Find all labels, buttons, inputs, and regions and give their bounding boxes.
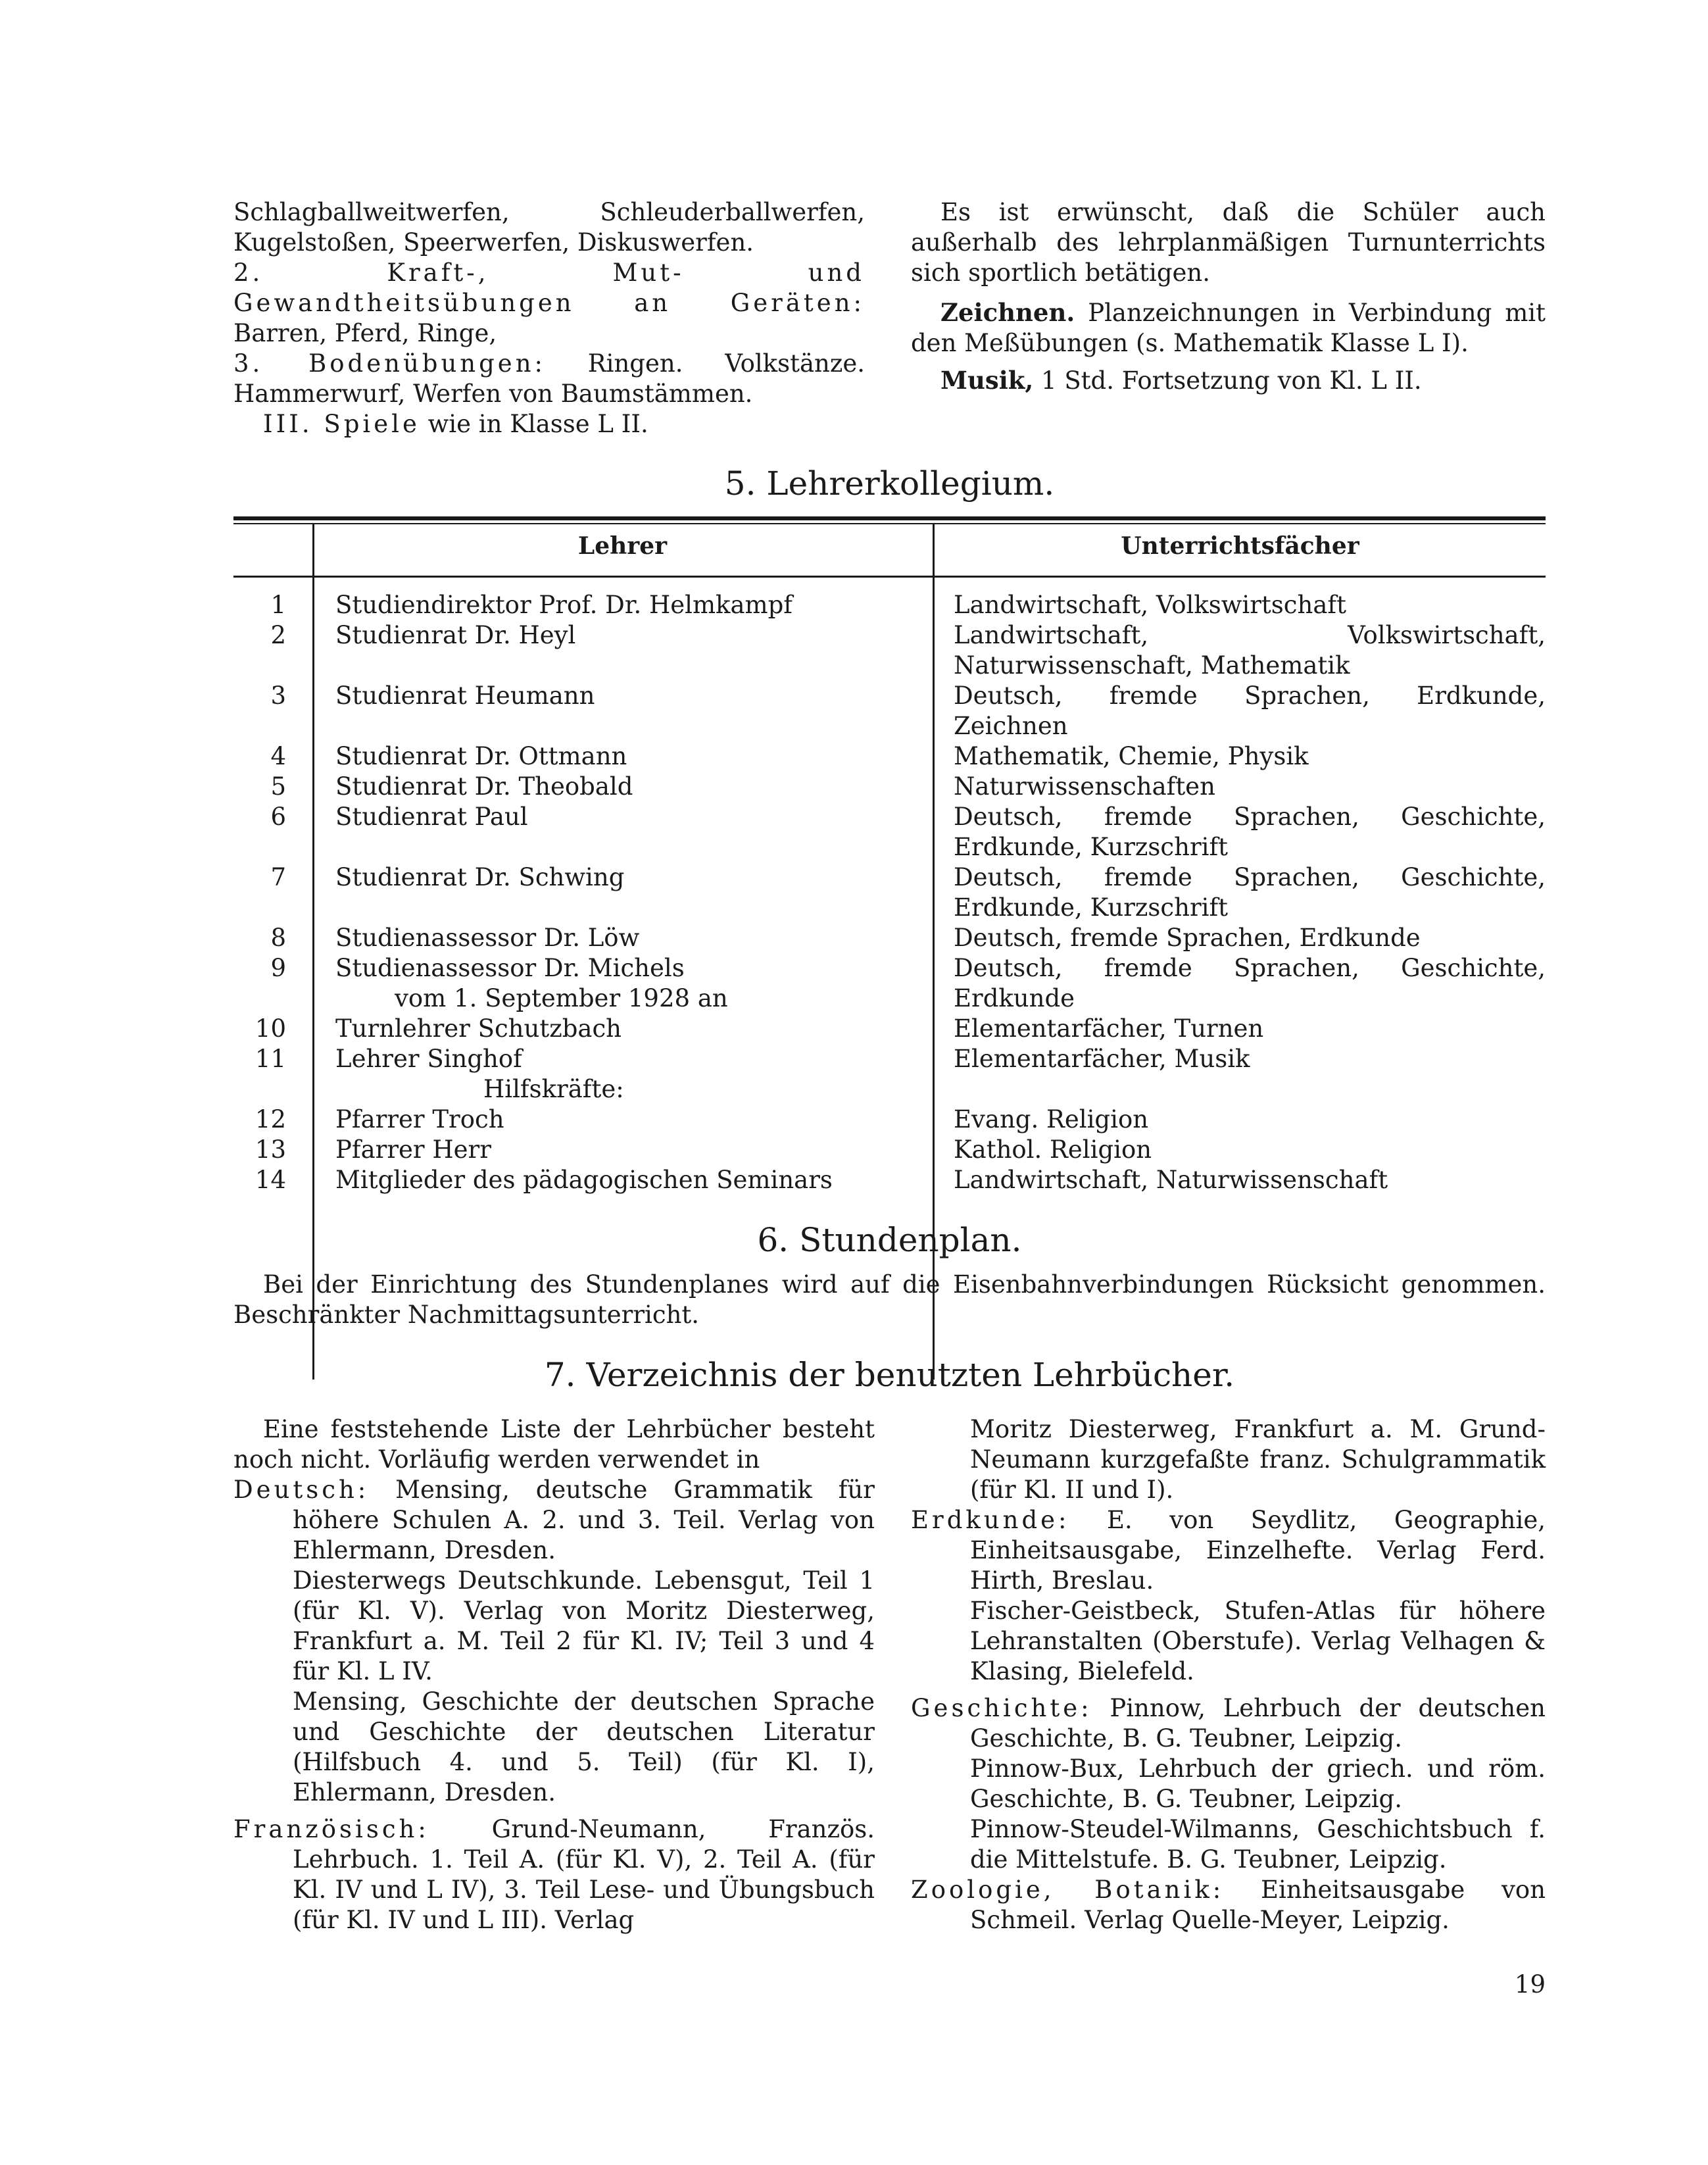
page-number: 19 [1514,1970,1546,1999]
table-top-rule-thin [233,523,1546,524]
franz-entry: Französisch: Grund-Neumann, Französ. Lehrbuch. 1. Teil A. (für Kl. V), 2. Teil A. (für Kl. IV und L IV), 3. Teil Lese- und Übungsbuch (für Kl. IV und L III). Verlag [233,1815,875,1934]
spiele-paragraph: III. Spiele wie in Klasse L II. [263,410,648,438]
zoologie-label: Zoologie, Botanik: [911,1876,1225,1904]
section6-title: 6. Stundenplan. [757,1221,1022,1259]
deutsch-entry-2: Diesterwegs Deutschkunde. Lebensgut, Teil 1 (für Kl. V). Verlag von Moritz Diesterweg, Frankfurt a. M. Teil 2 für Kl. IV; Teil 3 und 4 für Kl. L IV. [293,1566,875,1685]
books-left-column [233,1414,875,1935]
teacher-table: Lehrer Unterrichtsfächer 1 Studiendirektor Prof. Dr. Helmkampf Landwirtschaft, Volkswirtschaft 2 Studienrat Dr. Heyl Landwirtschaft, Volkswirtschaft, Naturwissenschaft, Mathematik 3 Studienrat Heumann Deutsch, fremde Sprachen, Erdkunde, Zeichnen 4 Studienrat Dr. Ottmann Mathematik, Chemie, Physik 5 Studienrat Dr. Theobald Naturwissenschaften 6 Studienrat Paul Deutsch, fremde Sprachen, Geschichte, Erdkunde, Kurzschrift 7 Studienrat Dr. Schwing Deutsch, fremde Sprachen, Geschichte, Erdkunde, Kurzschrift 8 Studienassessor Dr. Löw Deutsch, fremde Sprachen, Erdkunde 9 Studienassessor Dr. Michels Deutsch, fremde Sprachen, Geschichte, Erdkunde vom 1. September 1928 an 10 Turnlehrer Schutzbach Elementarfächer, Turnen 11 Lehrer Singhof Elementarfächer, Musik Hilfskräfte: 12 Pfarrer Troch Evang. Religion 13 Pfarrer Herr Kathol. Religion 14 Mitglieder des pädagogischen Seminars Landwirtschaft, Naturwissenschaft [233,516,1546,1395]
boden-label: 3. Bodenübungen: [233,349,546,378]
zoologie-entry: Zoologie, Botanik: Einheitsausgabe von Schmeil. Verlag Quelle-Meyer, Leipzig. [911,1876,1546,1934]
document-page [233,197,1546,2000]
deutsch-label: Deutsch: [233,1476,370,1504]
geschichte-label: Geschichte: [911,1694,1092,1722]
header-subjects: Unterrichtsfächer [1121,532,1359,560]
zeichnen-label: Zeichnen. [940,298,1075,327]
table-header-rule [233,576,1546,578]
section6-text: Bei der Einrichtung des Stundenplanes wird auf die Eisenbahnverbindungen Rücksicht genommen. Beschränkter Nachmittagsunterricht. [233,1270,1546,1329]
musik-paragraph: Musik, 1 Std. Fortsetzung von Kl. L II. [940,366,1422,395]
zeichnen-paragraph: Zeichnen. Planzeichnungen in Verbindung mit den Meßübungen (s. Mathematik Klasse L I). [911,298,1546,357]
books-right-column [911,1414,1546,1935]
top-right-column [911,197,1546,396]
section7-title: 7. Verzeichnis der benutzten Lehrbücher. [544,1356,1235,1394]
turnen-note: Es ist erwünscht, daß die Schüler auch außerhalb des lehrplanmäßigen Turnunterrichts sich sportlich betätigen. [911,198,1546,287]
geschichte-entry-2: Pinnow-Bux, Lehrbuch der griech. und röm. Geschichte, B. G. Teubner, Leipzig. [970,1754,1546,1813]
geschichte-entry: Geschichte: Pinnow, Lehrbuch der deutschen Geschichte, B. G. Teubner, Leipzig. [911,1694,1546,1753]
erdkunde-label: Erdkunde: [911,1506,1070,1534]
erdkunde-entry: Erdkunde: E. von Seydlitz, Geographie, Einheitsausgabe, Einzelhefte. Verlag Ferd. Hirth, Breslau. [911,1506,1546,1595]
header-teacher: Lehrer [577,532,668,560]
section5-title: 5. Lehrerkollegium. [724,464,1055,503]
deutsch-entry: Deutsch: Mensing, deutsche Grammatik für höhere Schulen A. 2. und 3. Teil. Verlag von Ehlermann, Dresden. [233,1476,875,1564]
books-intro: Eine feststehende Liste der Lehrbücher besteht noch nicht. Vorläufig werden verwendet in [233,1415,875,1474]
top-left-column [233,197,865,439]
table-top-rule [233,516,1546,520]
franz-label: Französisch: [233,1815,429,1843]
erdkunde-entry-2: Fischer-Geistbeck, Stufen-Atlas für höhere Lehranstalten (Oberstufe). Verlag Velhagen & Klasing, Bielefeld. [970,1597,1546,1685]
franz-continued: Moritz Diesterweg, Frankfurt a. M. Grund-Neumann kurzgefaßte franz. Schulgrammatik (für Kl. II und I). [970,1415,1546,1504]
kraft-label: 2. Kraft-, Mut- und Gewandtheitsübungen an Geräten: [233,259,865,317]
geschichte-entry-3: Pinnow-Steudel-Wilmanns, Geschichtsbuch f. die Mittelstufe. B. G. Teubner, Leipzig. [970,1815,1546,1874]
deutsch-entry-3: Mensing, Geschichte der deutschen Sprache und Geschichte der deutschen Literatur (Hilfsbuch 4. und 5. Teil) (für Kl. I), Ehlermann, Dresden. [293,1687,875,1806]
musik-label: Musik, [940,366,1034,395]
sports-list: Schlagballweitwerfen, Schleuderballwerfen, Kugelstoßen, Speerwerfen, Diskuswerfen. [233,198,865,257]
kraft-paragraph: 2. Kraft-, Mut- und Gewandtheitsübungen an Geräten: Barren, Pferd, Ringe, [233,259,865,347]
boden-paragraph: 3. Bodenübungen: Ringen. Volkstänze. Hammerwurf, Werfen von Baumstämmen. [233,349,865,408]
spiele-label: III. Spiele [263,410,420,438]
